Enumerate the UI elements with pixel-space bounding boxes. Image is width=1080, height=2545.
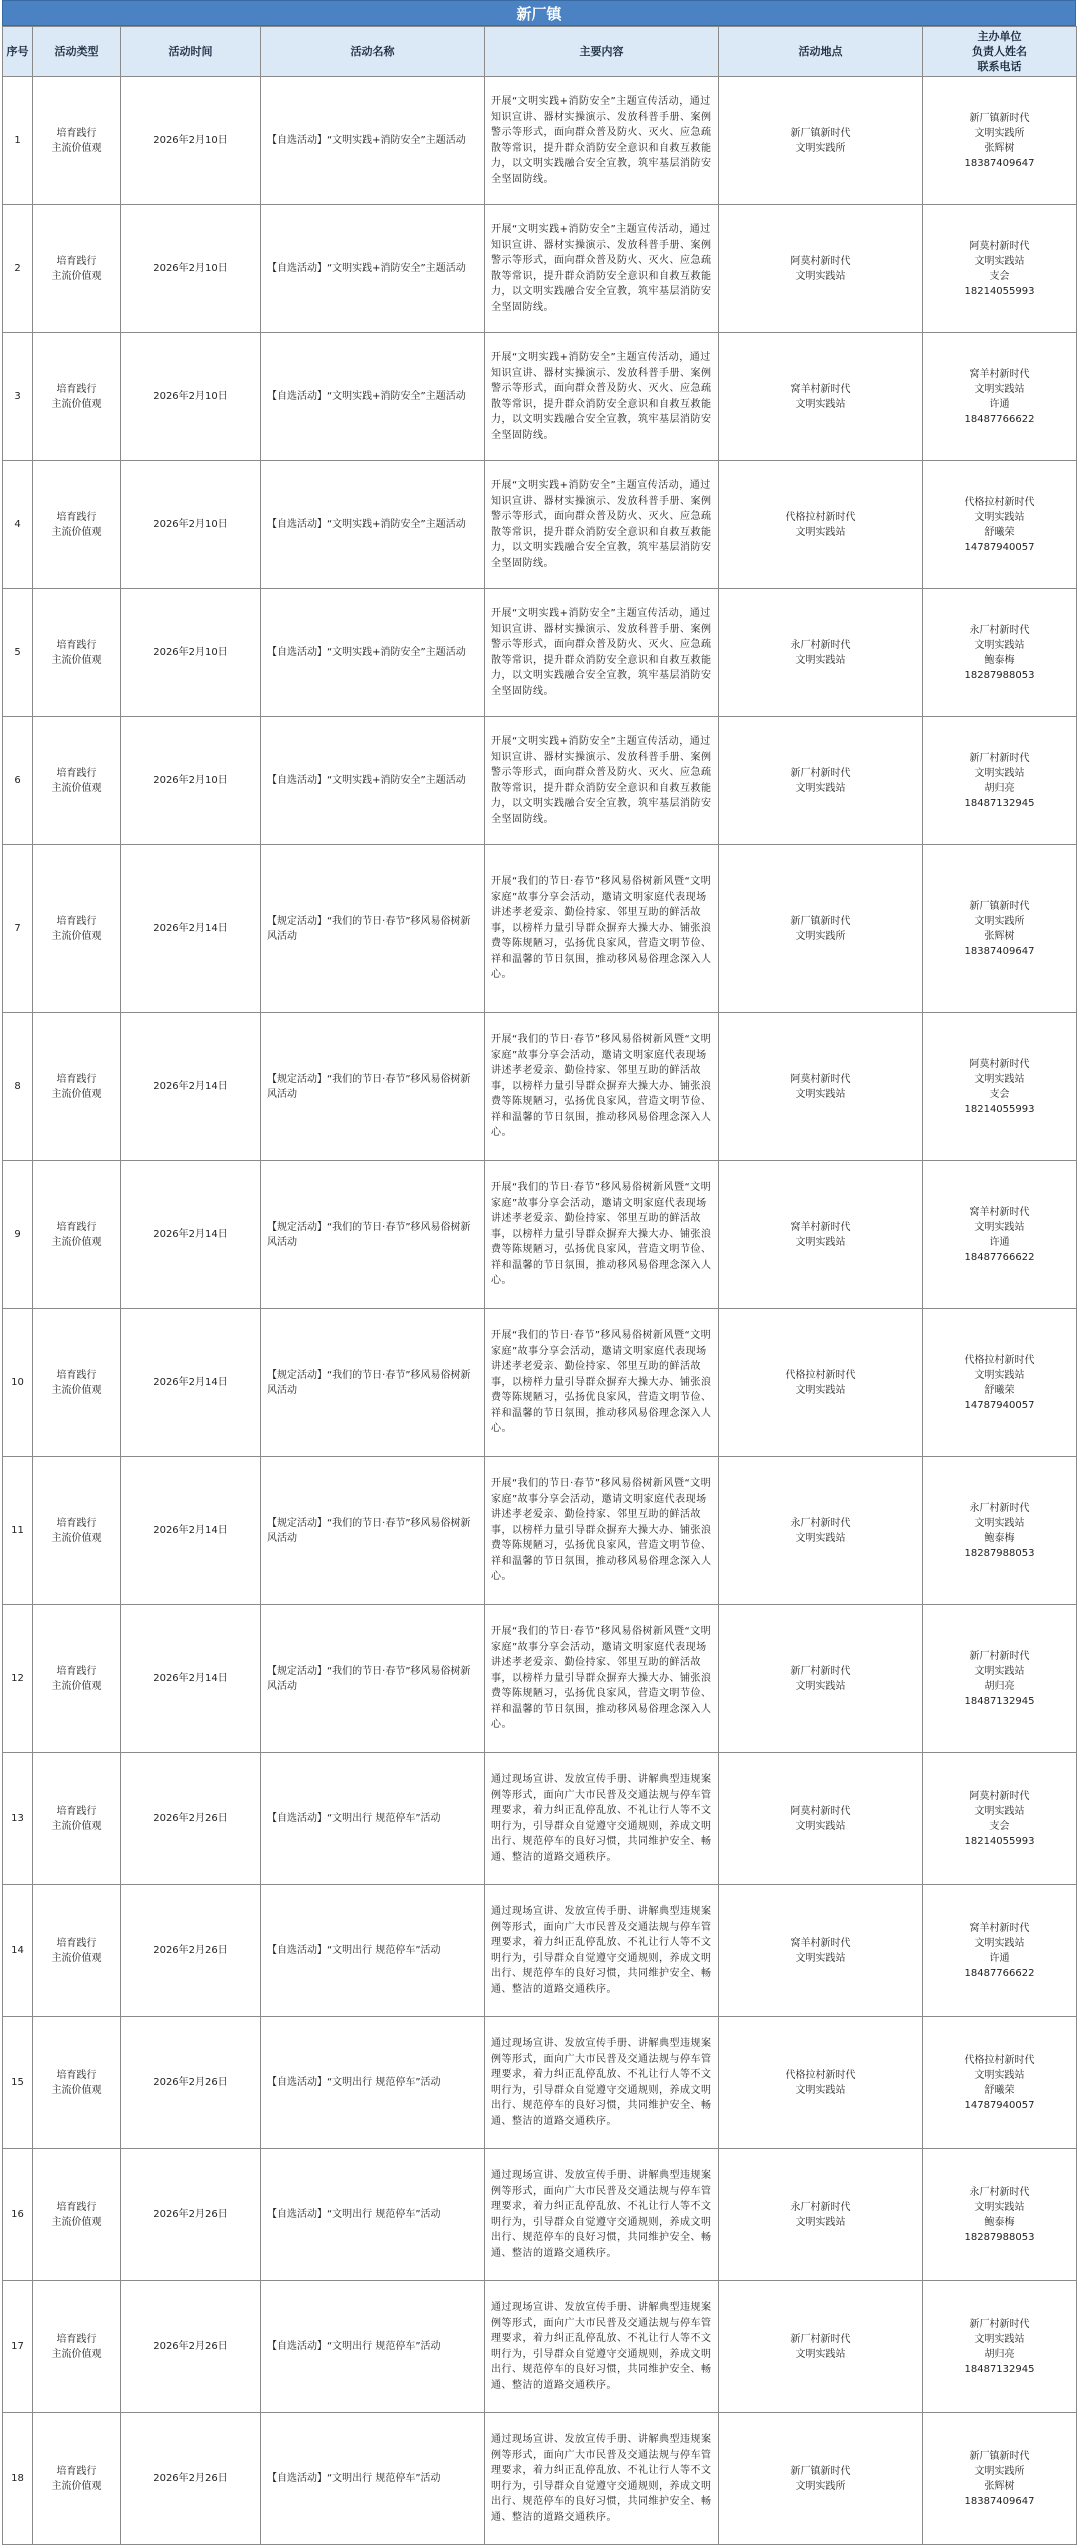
- header-contact: 主办单位 负责人姓名 联系电话: [923, 27, 1077, 77]
- cell-type: 培育践行 主流价值观: [33, 333, 121, 461]
- cell-name: 【自选活动】“文明实践+消防安全”主题活动: [261, 589, 485, 717]
- cell-seq: 13: [3, 1753, 33, 1885]
- cell-content: 开展“文明实践+消防安全”主题宣传活动，通过知识宣讲、器材实操演示、发放科普手册、案例警示等形式，面向群众普及防火、灭火、应急疏散等常识，提升群众消防安全意识和自救互救能力，以文明实践融合安全宣教，筑牢基层消防安全坚固防线。: [485, 333, 719, 461]
- cell-date: 2026年2月26日: [121, 2281, 261, 2413]
- cell-location: 新厂镇新时代 文明实践所: [719, 77, 923, 205]
- cell-contact: 阿莫村新时代 文明实践站 支会 18214055993: [923, 1013, 1077, 1161]
- cell-date: 2026年2月10日: [121, 77, 261, 205]
- cell-seq: 3: [3, 333, 33, 461]
- cell-name: 【自选活动】“文明实践+消防安全”主题活动: [261, 717, 485, 845]
- cell-name: 【自选活动】“文明实践+消防安全”主题活动: [261, 461, 485, 589]
- cell-name: 【自选活动】“文明实践+消防安全”主题活动: [261, 77, 485, 205]
- cell-type: 培育践行 主流价值观: [33, 1457, 121, 1605]
- cell-content: 开展“我们的节日·春节”移风易俗树新风暨“文明家庭”故事分享会活动，邀请文明家庭代表现场讲述孝老爱亲、勤俭持家、邻里互助的鲜活故事，以榜样力量引导群众摒弃大操大办、铺张浪费等陈规陋习，弘扬优良家风，营造文明节俭、祥和温馨的节日氛围，推动移风易俗理念深入人心。: [485, 845, 719, 1013]
- cell-seq: 17: [3, 2281, 33, 2413]
- cell-content: 开展“我们的节日·春节”移风易俗树新风暨“文明家庭”故事分享会活动，邀请文明家庭代表现场讲述孝老爱亲、勤俭持家、邻里互助的鲜活故事，以榜样力量引导群众摒弃大操大办、铺张浪费等陈规陋习，弘扬优良家风，营造文明节俭、祥和温馨的节日氛围，推动移风易俗理念深入人心。: [485, 1309, 719, 1457]
- table-row: [3, 2281, 1077, 2413]
- cell-seq: 1: [3, 77, 33, 205]
- header-date: 活动时间: [121, 27, 261, 77]
- cell-location: 窝羊村新时代 文明实践站: [719, 333, 923, 461]
- header-row: [3, 27, 1077, 77]
- table-row: [3, 333, 1077, 461]
- table-row: [3, 2149, 1077, 2281]
- cell-location: 新厂村新时代 文明实践站: [719, 717, 923, 845]
- cell-name: 【自选活动】“文明实践+消防安全”主题活动: [261, 205, 485, 333]
- cell-contact: 窝羊村新时代 文明实践站 许通 18487766622: [923, 1161, 1077, 1309]
- cell-contact: 永厂村新时代 文明实践站 鲍泰梅 18287988053: [923, 589, 1077, 717]
- cell-date: 2026年2月26日: [121, 2413, 261, 2545]
- cell-content: 开展“我们的节日·春节”移风易俗树新风暨“文明家庭”故事分享会活动，邀请文明家庭代表现场讲述孝老爱亲、勤俭持家、邻里互助的鲜活故事，以榜样力量引导群众摒弃大操大办、铺张浪费等陈规陋习，弘扬优良家风，营造文明节俭、祥和温馨的节日氛围，推动移风易俗理念深入人心。: [485, 1605, 719, 1753]
- cell-name: 【规定活动】“我们的节日·春节”移风易俗树新风活动: [261, 845, 485, 1013]
- activity-table: [2, 26, 1077, 2545]
- cell-location: 窝羊村新时代 文明实践站: [719, 1161, 923, 1309]
- table-row: [3, 77, 1077, 205]
- cell-name: 【规定活动】“我们的节日·春节”移风易俗树新风活动: [261, 1605, 485, 1753]
- table-row: [3, 717, 1077, 845]
- cell-location: 新厂村新时代 文明实践站: [719, 1605, 923, 1753]
- cell-location: 阿莫村新时代 文明实践站: [719, 1753, 923, 1885]
- cell-type: 培育践行 主流价值观: [33, 589, 121, 717]
- table-row: [3, 1457, 1077, 1605]
- cell-type: 培育践行 主流价值观: [33, 2281, 121, 2413]
- cell-location: 永厂村新时代 文明实践站: [719, 2149, 923, 2281]
- cell-location: 窝羊村新时代 文明实践站: [719, 1885, 923, 2017]
- cell-type: 培育践行 主流价值观: [33, 461, 121, 589]
- cell-contact: 新厂村新时代 文明实践站 胡归亮 18487132945: [923, 717, 1077, 845]
- cell-content: 开展“我们的节日·春节”移风易俗树新风暨“文明家庭”故事分享会活动，邀请文明家庭代表现场讲述孝老爱亲、勤俭持家、邻里互助的鲜活故事，以榜样力量引导群众摒弃大操大办、铺张浪费等陈规陋习，弘扬优良家风，营造文明节俭、祥和温馨的节日氛围，推动移风易俗理念深入人心。: [485, 1161, 719, 1309]
- cell-contact: 窝羊村新时代 文明实践站 许通 18487766622: [923, 1885, 1077, 2017]
- cell-location: 新厂村新时代 文明实践站: [719, 2281, 923, 2413]
- cell-location: 阿莫村新时代 文明实践站: [719, 1013, 923, 1161]
- cell-content: 开展“文明实践+消防安全”主题宣传活动，通过知识宣讲、器材实操演示、发放科普手册、案例警示等形式，面向群众普及防火、灭火、应急疏散等常识，提升群众消防安全意识和自救互救能力，以文明实践融合安全宣教，筑牢基层消防安全坚固防线。: [485, 589, 719, 717]
- cell-type: 培育践行 主流价值观: [33, 1885, 121, 2017]
- header-seq: 序号: [3, 27, 33, 77]
- cell-location: 永厂村新时代 文明实践站: [719, 589, 923, 717]
- cell-date: 2026年2月14日: [121, 1605, 261, 1753]
- cell-type: 培育践行 主流价值观: [33, 1161, 121, 1309]
- cell-contact: 新厂镇新时代 文明实践所 张辉树 18387409647: [923, 845, 1077, 1013]
- cell-content: 开展“文明实践+消防安全”主题宣传活动，通过知识宣讲、器材实操演示、发放科普手册、案例警示等形式，面向群众普及防火、灭火、应急疏散等常识，提升群众消防安全意识和自救互救能力，以文明实践融合安全宣教，筑牢基层消防安全坚固防线。: [485, 205, 719, 333]
- cell-type: 培育践行 主流价值观: [33, 205, 121, 333]
- cell-contact: 阿莫村新时代 文明实践站 支会 18214055993: [923, 205, 1077, 333]
- cell-seq: 2: [3, 205, 33, 333]
- cell-content: 开展“我们的节日·春节”移风易俗树新风暨“文明家庭”故事分享会活动，邀请文明家庭代表现场讲述孝老爱亲、勤俭持家、邻里互助的鲜活故事，以榜样力量引导群众摒弃大操大办、铺张浪费等陈规陋习，弘扬优良家风，营造文明节俭、祥和温馨的节日氛围，推动移风易俗理念深入人心。: [485, 1013, 719, 1161]
- cell-location: 永厂村新时代 文明实践站: [719, 1457, 923, 1605]
- cell-content: 通过现场宣讲、发放宣传手册、讲解典型违规案例等形式，面向广大市民普及交通法规与停车管理要求，着力纠正乱停乱放、不礼让行人等不文明行为，引导群众自觉遵守交通规则，养成文明出行、规范停车的良好习惯，共同维护安全、畅通、整洁的道路交通秩序。: [485, 1753, 719, 1885]
- table-body: [3, 77, 1077, 2545]
- table-row: [3, 1605, 1077, 1753]
- cell-name: 【自选活动】“文明出行 规范停车”活动: [261, 2281, 485, 2413]
- cell-name: 【自选活动】“文明出行 规范停车”活动: [261, 1753, 485, 1885]
- cell-date: 2026年2月26日: [121, 2149, 261, 2281]
- cell-contact: 新厂村新时代 文明实践站 胡归亮 18487132945: [923, 1605, 1077, 1753]
- header-content: 主要内容: [485, 27, 719, 77]
- cell-type: 培育践行 主流价值观: [33, 845, 121, 1013]
- table-row: [3, 845, 1077, 1013]
- cell-name: 【自选活动】“文明出行 规范停车”活动: [261, 2149, 485, 2281]
- cell-date: 2026年2月14日: [121, 1013, 261, 1161]
- cell-location: 新厂镇新时代 文明实践所: [719, 845, 923, 1013]
- table-row: [3, 1753, 1077, 1885]
- table-row: [3, 205, 1077, 333]
- cell-content: 开展“文明实践+消防安全”主题宣传活动，通过知识宣讲、器材实操演示、发放科普手册、案例警示等形式，面向群众普及防火、灭火、应急疏散等常识，提升群众消防安全意识和自救互救能力，以文明实践融合安全宣教，筑牢基层消防安全坚固防线。: [485, 461, 719, 589]
- cell-seq: 12: [3, 1605, 33, 1753]
- cell-seq: 15: [3, 2017, 33, 2149]
- cell-contact: 代格拉村新时代 文明实践站 舒曦荣 14787940057: [923, 1309, 1077, 1457]
- cell-date: 2026年2月26日: [121, 2017, 261, 2149]
- cell-name: 【规定活动】“我们的节日·春节”移风易俗树新风活动: [261, 1013, 485, 1161]
- cell-seq: 9: [3, 1161, 33, 1309]
- banner-title: 新厂镇: [2, 0, 1076, 26]
- cell-type: 培育践行 主流价值观: [33, 77, 121, 205]
- cell-name: 【规定活动】“我们的节日·春节”移风易俗树新风活动: [261, 1161, 485, 1309]
- cell-seq: 7: [3, 845, 33, 1013]
- header-name: 活动名称: [261, 27, 485, 77]
- cell-contact: 代格拉村新时代 文明实践站 舒曦荣 14787940057: [923, 2017, 1077, 2149]
- header-location: 活动地点: [719, 27, 923, 77]
- cell-contact: 永厂村新时代 文明实践站 鲍泰梅 18287988053: [923, 2149, 1077, 2281]
- cell-type: 培育践行 主流价值观: [33, 717, 121, 845]
- table-row: [3, 1013, 1077, 1161]
- cell-name: 【规定活动】“我们的节日·春节”移风易俗树新风活动: [261, 1309, 485, 1457]
- cell-contact: 窝羊村新时代 文明实践站 许通 18487766622: [923, 333, 1077, 461]
- cell-seq: 14: [3, 1885, 33, 2017]
- cell-contact: 新厂村新时代 文明实践站 胡归亮 18487132945: [923, 2281, 1077, 2413]
- cell-name: 【自选活动】“文明出行 规范停车”活动: [261, 2413, 485, 2545]
- cell-name: 【自选活动】“文明出行 规范停车”活动: [261, 1885, 485, 2017]
- cell-location: 代格拉村新时代 文明实践站: [719, 2017, 923, 2149]
- cell-seq: 18: [3, 2413, 33, 2545]
- cell-seq: 16: [3, 2149, 33, 2281]
- cell-contact: 阿莫村新时代 文明实践站 支会 18214055993: [923, 1753, 1077, 1885]
- cell-content: 开展“我们的节日·春节”移风易俗树新风暨“文明家庭”故事分享会活动，邀请文明家庭代表现场讲述孝老爱亲、勤俭持家、邻里互助的鲜活故事，以榜样力量引导群众摒弃大操大办、铺张浪费等陈规陋习，弘扬优良家风，营造文明节俭、祥和温馨的节日氛围，推动移风易俗理念深入人心。: [485, 1457, 719, 1605]
- cell-type: 培育践行 主流价值观: [33, 1753, 121, 1885]
- cell-content: 开展“文明实践+消防安全”主题宣传活动，通过知识宣讲、器材实操演示、发放科普手册、案例警示等形式，面向群众普及防火、灭火、应急疏散等常识，提升群众消防安全意识和自救互救能力，以文明实践融合安全宣教，筑牢基层消防安全坚固防线。: [485, 77, 719, 205]
- cell-content: 通过现场宣讲、发放宣传手册、讲解典型违规案例等形式，面向广大市民普及交通法规与停车管理要求，着力纠正乱停乱放、不礼让行人等不文明行为，引导群众自觉遵守交通规则，养成文明出行、规范停车的良好习惯，共同维护安全、畅通、整洁的道路交通秩序。: [485, 1885, 719, 2017]
- table-row: [3, 2017, 1077, 2149]
- table-row: [3, 461, 1077, 589]
- schedule-sheet: [2, 0, 1076, 2545]
- cell-date: 2026年2月10日: [121, 461, 261, 589]
- cell-date: 2026年2月14日: [121, 1161, 261, 1309]
- cell-name: 【自选活动】“文明出行 规范停车”活动: [261, 2017, 485, 2149]
- cell-date: 2026年2月10日: [121, 205, 261, 333]
- cell-seq: 5: [3, 589, 33, 717]
- cell-content: 开展“文明实践+消防安全”主题宣传活动，通过知识宣讲、器材实操演示、发放科普手册、案例警示等形式，面向群众普及防火、灭火、应急疏散等常识，提升群众消防安全意识和自救互救能力，以文明实践融合安全宣教，筑牢基层消防安全坚固防线。: [485, 717, 719, 845]
- cell-content: 通过现场宣讲、发放宣传手册、讲解典型违规案例等形式，面向广大市民普及交通法规与停车管理要求，着力纠正乱停乱放、不礼让行人等不文明行为，引导群众自觉遵守交通规则，养成文明出行、规范停车的良好习惯，共同维护安全、畅通、整洁的道路交通秩序。: [485, 2017, 719, 2149]
- cell-date: 2026年2月10日: [121, 717, 261, 845]
- table-row: [3, 1309, 1077, 1457]
- cell-location: 新厂镇新时代 文明实践所: [719, 2413, 923, 2545]
- cell-location: 代格拉村新时代 文明实践站: [719, 1309, 923, 1457]
- cell-date: 2026年2月10日: [121, 589, 261, 717]
- cell-seq: 6: [3, 717, 33, 845]
- table-row: [3, 1161, 1077, 1309]
- cell-seq: 4: [3, 461, 33, 589]
- cell-date: 2026年2月14日: [121, 1309, 261, 1457]
- cell-name: 【自选活动】“文明实践+消防安全”主题活动: [261, 333, 485, 461]
- cell-type: 培育践行 主流价值观: [33, 1605, 121, 1753]
- cell-seq: 8: [3, 1013, 33, 1161]
- cell-seq: 11: [3, 1457, 33, 1605]
- cell-type: 培育践行 主流价值观: [33, 1013, 121, 1161]
- header-type: 活动类型: [33, 27, 121, 77]
- cell-contact: 永厂村新时代 文明实践站 鲍泰梅 18287988053: [923, 1457, 1077, 1605]
- table-row: [3, 1885, 1077, 2017]
- cell-type: 培育践行 主流价值观: [33, 2413, 121, 2545]
- cell-seq: 10: [3, 1309, 33, 1457]
- cell-date: 2026年2月14日: [121, 845, 261, 1013]
- cell-location: 代格拉村新时代 文明实践站: [719, 461, 923, 589]
- cell-date: 2026年2月26日: [121, 1753, 261, 1885]
- cell-date: 2026年2月10日: [121, 333, 261, 461]
- table-row: [3, 589, 1077, 717]
- cell-contact: 代格拉村新时代 文明实践站 舒曦荣 14787940057: [923, 461, 1077, 589]
- table-row: [3, 2413, 1077, 2545]
- cell-type: 培育践行 主流价值观: [33, 2017, 121, 2149]
- cell-date: 2026年2月14日: [121, 1457, 261, 1605]
- cell-name: 【规定活动】“我们的节日·春节”移风易俗树新风活动: [261, 1457, 485, 1605]
- cell-type: 培育践行 主流价值观: [33, 2149, 121, 2281]
- cell-contact: 新厂镇新时代 文明实践所 张辉树 18387409647: [923, 2413, 1077, 2545]
- cell-content: 通过现场宣讲、发放宣传手册、讲解典型违规案例等形式，面向广大市民普及交通法规与停车管理要求，着力纠正乱停乱放、不礼让行人等不文明行为，引导群众自觉遵守交通规则，养成文明出行、规范停车的良好习惯，共同维护安全、畅通、整洁的道路交通秩序。: [485, 2413, 719, 2545]
- cell-date: 2026年2月26日: [121, 1885, 261, 2017]
- cell-content: 通过现场宣讲、发放宣传手册、讲解典型违规案例等形式，面向广大市民普及交通法规与停车管理要求，着力纠正乱停乱放、不礼让行人等不文明行为，引导群众自觉遵守交通规则，养成文明出行、规范停车的良好习惯，共同维护安全、畅通、整洁的道路交通秩序。: [485, 2149, 719, 2281]
- cell-location: 阿莫村新时代 文明实践站: [719, 205, 923, 333]
- cell-content: 通过现场宣讲、发放宣传手册、讲解典型违规案例等形式，面向广大市民普及交通法规与停车管理要求，着力纠正乱停乱放、不礼让行人等不文明行为，引导群众自觉遵守交通规则，养成文明出行、规范停车的良好习惯，共同维护安全、畅通、整洁的道路交通秩序。: [485, 2281, 719, 2413]
- cell-contact: 新厂镇新时代 文明实践所 张辉树 18387409647: [923, 77, 1077, 205]
- cell-type: 培育践行 主流价值观: [33, 1309, 121, 1457]
